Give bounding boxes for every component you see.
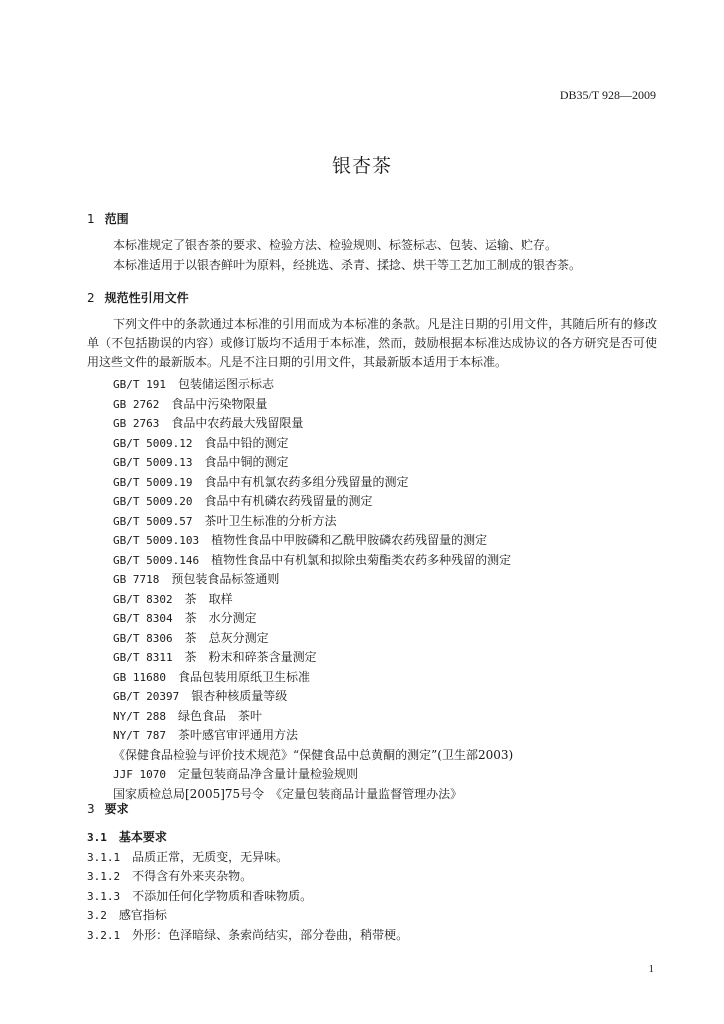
clause-text: 不添加任何化学物质和香味物质。	[132, 888, 313, 903]
reference-item	[113, 453, 289, 470]
reference-code: GB/T 20397	[113, 690, 180, 703]
clause-text: 感官指标	[118, 908, 167, 922]
reference-code: GB/T 5009.103	[113, 534, 200, 547]
reference-title: 国家质检总局[2005]75号令 《定量包装商品计量监督管理办法》	[113, 786, 463, 801]
reference-title: 包装储运图示标志	[177, 377, 274, 391]
reference-item	[113, 726, 298, 743]
section-number: 2	[87, 291, 95, 305]
clause-number: 3.1.3	[87, 889, 121, 903]
reference-title: 食品中铅的测定	[204, 435, 289, 450]
section-title: 规范性引用文件	[104, 291, 189, 305]
scope-paragraph-1: 本标准规定了银杏茶的要求、检验方法、检验规则、标签标志、包装、运输、贮存。	[113, 238, 558, 252]
section-number: 3	[87, 802, 95, 816]
scope-paragraph-2: 本标准适用于以银杏鲜叶为原料，经挑选、杀青、揉捻、烘干等工艺加工制成的银杏茶。	[113, 258, 582, 272]
reference-item	[113, 414, 303, 431]
reference-item	[113, 512, 337, 529]
reference-title: 食品中有机氯农药多组分残留量的测定	[204, 474, 409, 489]
section-title: 范围	[104, 212, 129, 226]
reference-code: NY/T 787	[113, 729, 166, 742]
reference-code: GB/T 8311	[113, 651, 173, 664]
document-title: 银杏茶	[331, 155, 392, 177]
reference-code: NY/T 288	[113, 709, 166, 723]
reference-title: 茶 取样	[184, 591, 233, 606]
clause-number: 3.1.2	[87, 870, 121, 883]
reference-title: 食品包装用原纸卫生标准	[177, 669, 310, 684]
reference-item	[113, 551, 511, 568]
section-title: 要求	[104, 802, 129, 816]
reference-item	[113, 492, 373, 509]
reference-code: GB/T 8302	[113, 592, 173, 606]
reference-code: GB/T 5009.19	[113, 475, 193, 489]
section-number: 1	[87, 212, 95, 226]
references-intro-paragraph: 下列文件中的条款通过本标准的引用而成为本标准的条款。凡是注日期的引用文件，其随后所有的修改单（不包括勘误的内容）或修订版均不适用于本标准，然而，鼓励根据本标准达成协议的各方研究是否可使用这些文件的最新版本。凡是不注日期的引用文件，其最新版本适用于本标准。	[87, 317, 657, 369]
clause-item	[87, 887, 312, 904]
reference-code: JJF 1070	[113, 768, 166, 781]
reference-code: GB/T 5009.146	[113, 553, 200, 567]
reference-item	[113, 395, 267, 412]
reference-code: GB 2762	[113, 397, 160, 411]
clause-text: 不得含有外来夹杂物。	[132, 869, 253, 883]
clause-number: 3.1	[87, 831, 107, 844]
reference-title: 茶 水分测定	[184, 611, 257, 625]
clause-number: 3.2.1	[87, 928, 121, 942]
clause-item	[87, 867, 252, 884]
reference-item	[113, 531, 487, 548]
reference-title: 定量包装商品净含量计量检验规则	[177, 767, 358, 781]
reference-item	[113, 570, 279, 587]
clause-item	[87, 906, 167, 923]
reference-item	[113, 746, 513, 763]
reference-code: GB 2763	[113, 417, 160, 430]
reference-title: 食品中铜的测定	[204, 455, 289, 469]
reference-title: 食品中污染物限量	[171, 396, 268, 411]
clause-item	[87, 926, 408, 943]
clause-item	[87, 848, 288, 865]
clause-text: 外形：色泽暗绿、条索尚结实，部分卷曲，稍带梗。	[132, 927, 409, 942]
standard-code: DB35/T 928—2009	[559, 88, 656, 102]
reference-item	[113, 785, 462, 802]
clause-item	[87, 828, 167, 845]
reference-item	[113, 648, 317, 665]
clause-number: 3.2	[87, 909, 107, 922]
section-2-heading	[87, 289, 189, 306]
reference-item	[113, 765, 358, 782]
clause-text: 品质正常，无质变，无异味。	[132, 849, 289, 864]
reference-title: 食品中有机磷农药残留量的测定	[204, 494, 373, 508]
reference-item	[113, 668, 310, 685]
clause-number: 3.1.1	[87, 850, 121, 864]
reference-title: 茶 总灰分测定	[184, 630, 269, 645]
reference-item	[113, 629, 269, 646]
page-number: 1	[648, 963, 654, 975]
reference-title: 植物性食品中甲胺磷和乙酰甲胺磷农药残留量的测定	[211, 533, 488, 547]
reference-title: 银杏种核质量等级	[191, 689, 288, 703]
reference-title: 茶叶卫生标准的分析方法	[204, 513, 337, 528]
reference-code: GB 11680	[113, 670, 166, 684]
reference-code: GB/T 5009.13	[113, 456, 193, 469]
reference-code: GB/T 5009.20	[113, 495, 193, 508]
reference-code: GB/T 5009.57	[113, 514, 193, 528]
clause-text: 基本要求	[118, 830, 167, 844]
section-3-heading	[87, 800, 129, 817]
reference-title: 绿色食品 茶叶	[177, 708, 262, 723]
reference-title: 《保健食品检验与评价技术规范》“保健食品中总黄酮的测定”(卫生部2003)	[113, 747, 514, 762]
reference-title: 茶叶感官审评通用方法	[177, 728, 298, 742]
reference-title: 食品中农药最大残留限量	[171, 416, 304, 430]
reference-item	[113, 434, 289, 451]
reference-code: GB/T 5009.12	[113, 436, 193, 450]
reference-item	[113, 590, 233, 607]
reference-code: GB 7718	[113, 573, 160, 586]
reference-title: 预包装食品标签通则	[171, 572, 280, 586]
reference-code: GB/T 191	[113, 378, 166, 391]
reference-code: GB/T 8306	[113, 631, 173, 645]
section-1-heading	[87, 210, 129, 227]
reference-title: 茶 粉末和碎茶含量测定	[184, 650, 317, 664]
reference-title: 植物性食品中有机氯和拟除虫菊酯类农药多种残留的测定	[211, 552, 512, 567]
reference-item	[113, 473, 409, 490]
reference-code: GB/T 8304	[113, 612, 173, 625]
reference-item	[113, 707, 262, 724]
reference-item	[113, 375, 274, 392]
reference-item	[113, 687, 287, 704]
reference-item	[113, 609, 257, 626]
